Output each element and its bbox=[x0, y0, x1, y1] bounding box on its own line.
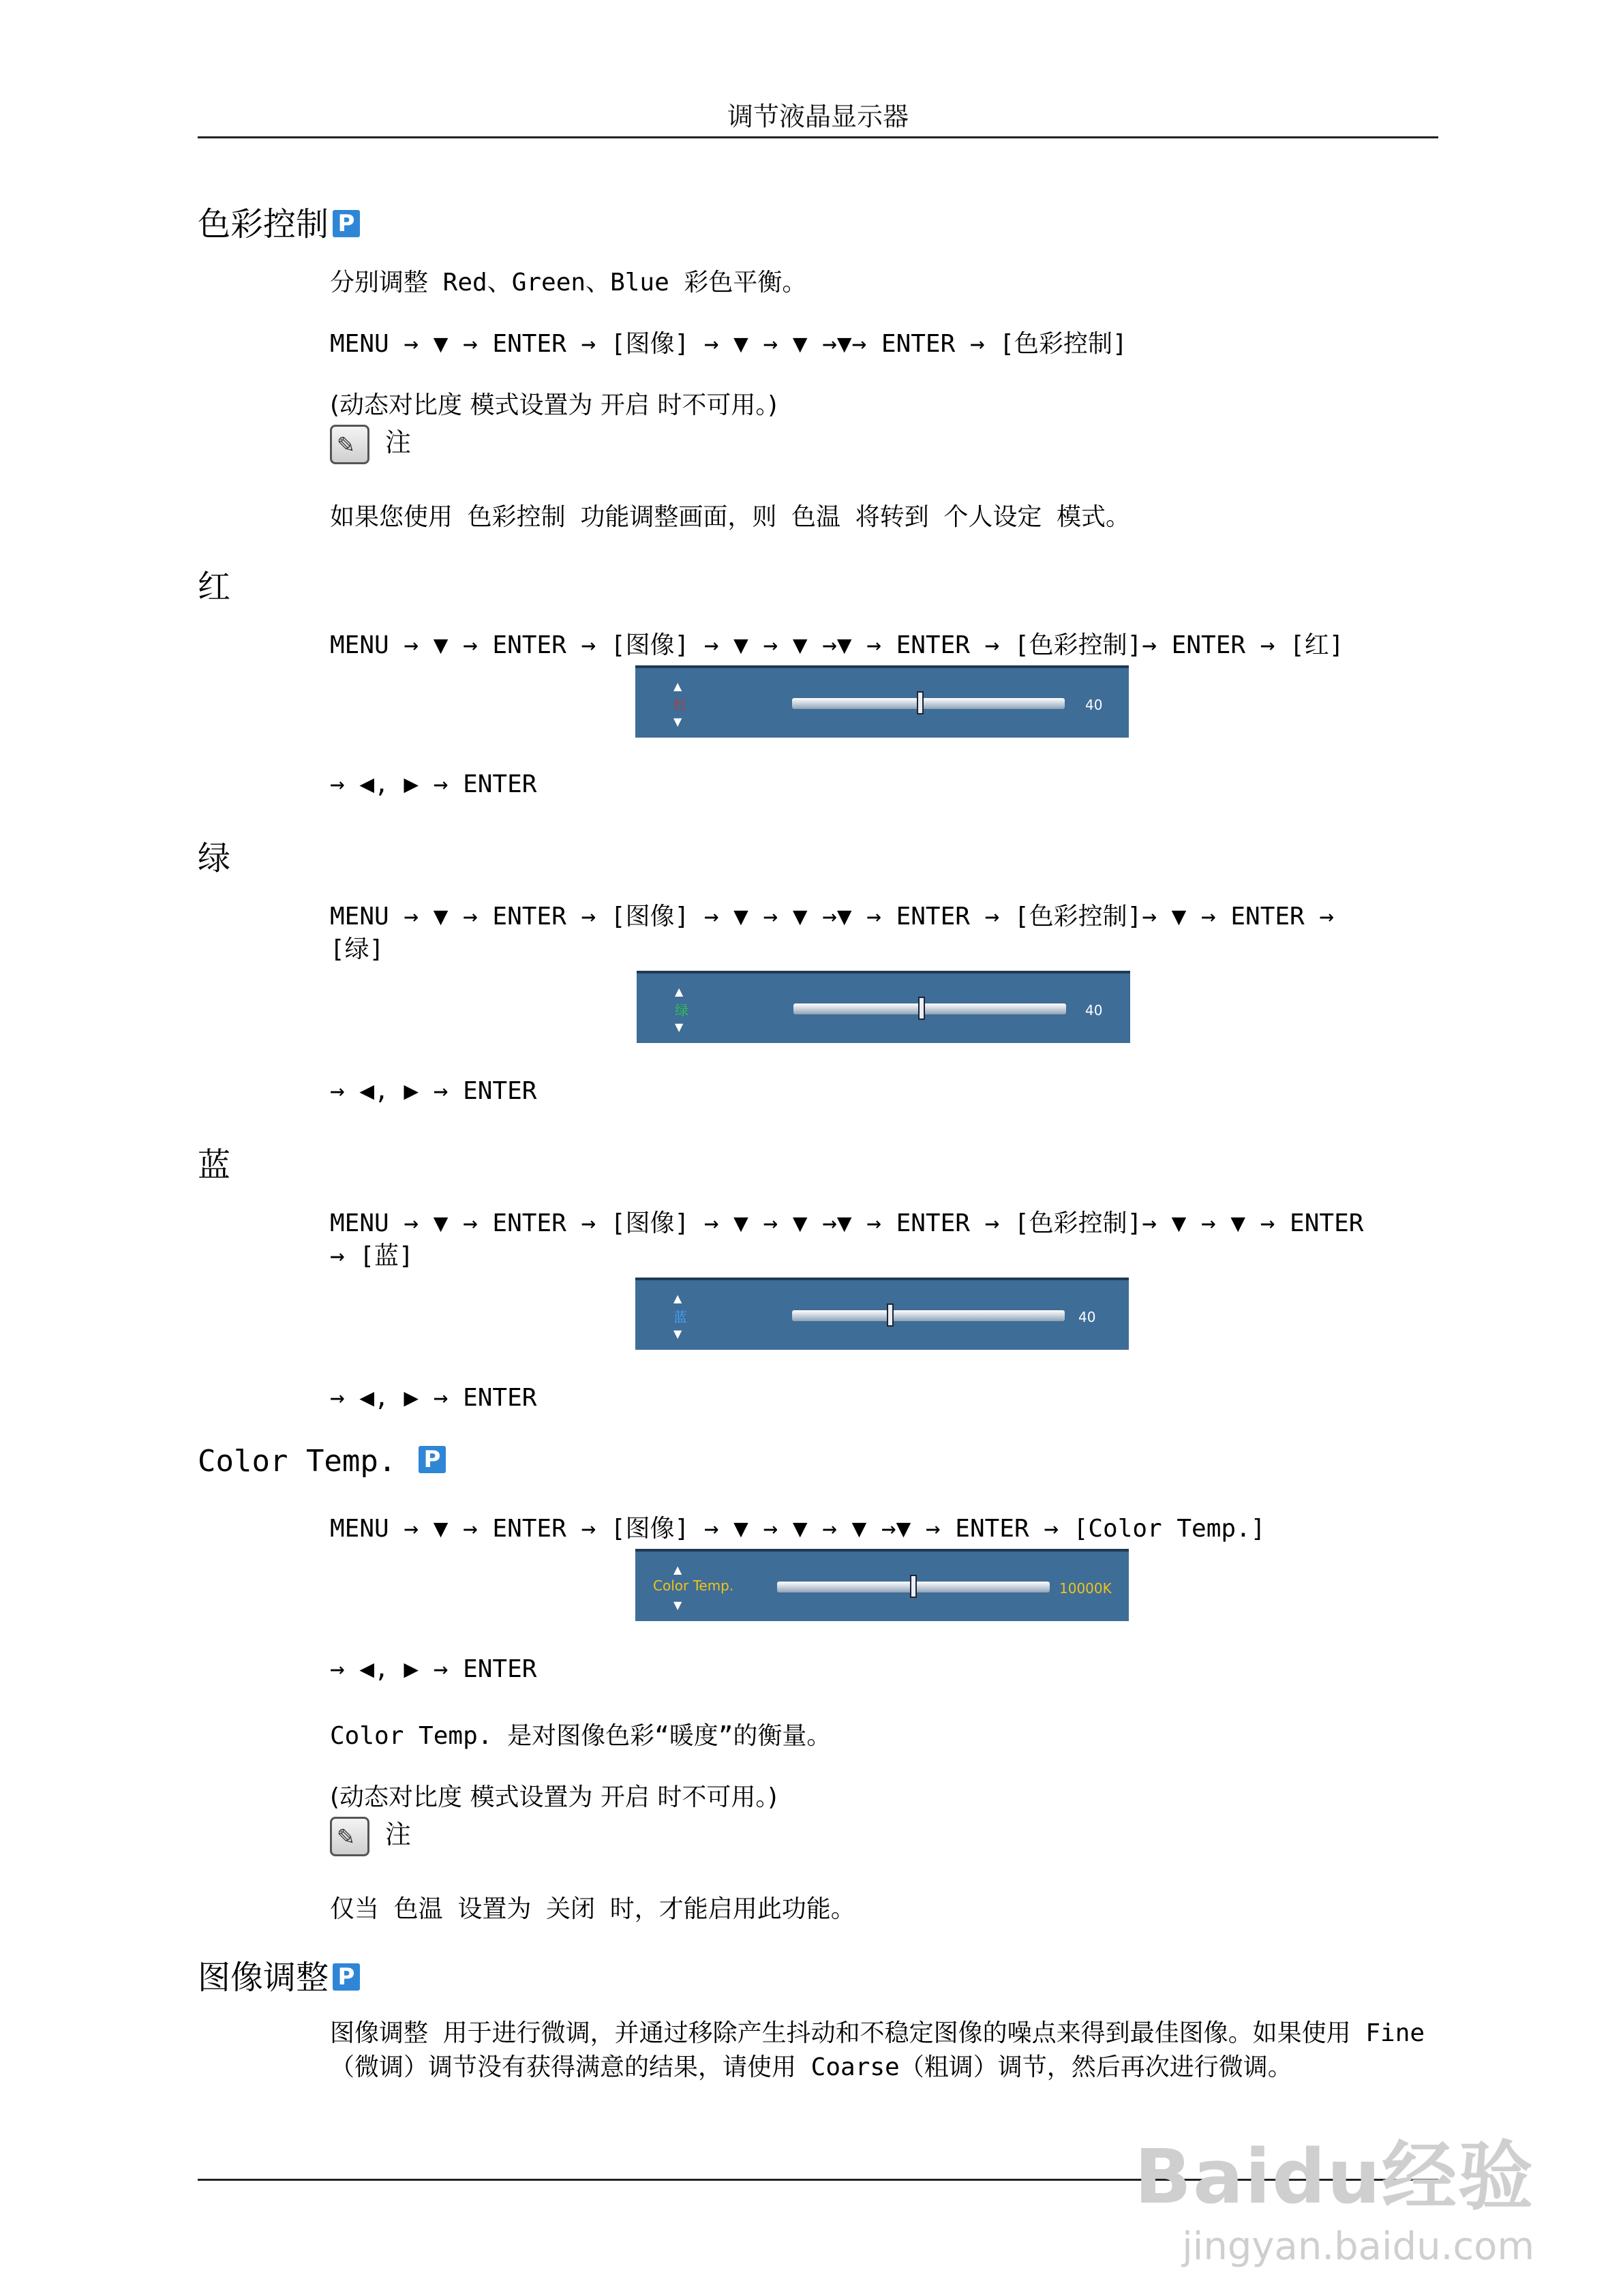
osd-label: 绿 bbox=[675, 1002, 688, 1018]
green-path-line2: [绿] bbox=[330, 935, 384, 963]
section-heading-image-adjust bbox=[198, 1951, 360, 1998]
up-down-arrows-icon: ▲ ▼ bbox=[673, 680, 682, 728]
image-adjust-desc: 图像调整 用于进行微调，并通过移除产生抖动和不稳定图像的噪点来得到最佳图像。如果使用 Fine（微调）调节没有获得满意的结果，请使用 Coarse（粗调）调节，然后再次进行微调。 bbox=[330, 2019, 1425, 2081]
note-row-1 bbox=[330, 421, 1438, 464]
watermark-url: jingyan.baidu.com bbox=[1182, 2224, 1534, 2269]
color-control-desc: 分别调整 Red、Green、Blue 彩色平衡。 bbox=[330, 269, 807, 297]
up-down-arrows-icon: ▲ ▼ bbox=[673, 1563, 682, 1612]
note-icon bbox=[330, 425, 369, 464]
note-icon bbox=[330, 1817, 369, 1856]
green-path-line1: MENU → ▼ → ENTER → [图像] → ▼ → ▼ →▼ → ENTER → [色彩控制]→ ▼ → ENTER → bbox=[330, 903, 1335, 931]
up-down-arrows-icon: ▲ ▼ bbox=[675, 985, 684, 1033]
osd-thumb[interactable] bbox=[887, 1303, 894, 1327]
section-heading-green: 绿 bbox=[198, 839, 231, 877]
color-control-path: MENU → ▼ → ENTER → [图像] → ▼ → ▼ →▼→ ENTER → [色彩控制] bbox=[330, 330, 1127, 358]
osd-color-temp-slider bbox=[635, 1549, 1129, 1621]
osd-value: 40 bbox=[1085, 697, 1103, 713]
red-path: MENU → ▼ → ENTER → [图像] → ▼ → ▼ →▼ → ENTER → [色彩控制]→ ENTER → [红] bbox=[330, 631, 1344, 659]
red-adjust: → ◀, ▶ → ENTER bbox=[330, 770, 537, 798]
up-down-arrows-icon: ▲ ▼ bbox=[673, 1292, 682, 1340]
note-row-2 bbox=[330, 1813, 1438, 1856]
osd-track bbox=[792, 698, 1065, 709]
osd-label: 红 bbox=[673, 697, 687, 713]
note-label: 注 bbox=[384, 427, 411, 457]
page-header: 调节液晶显示器 bbox=[727, 102, 909, 132]
osd-thumb[interactable] bbox=[910, 1575, 917, 1598]
watermark-brand: Baidu经验 bbox=[1134, 2133, 1534, 2220]
heading-text: 图像调整 bbox=[198, 1959, 329, 1997]
osd-green-slider bbox=[637, 971, 1130, 1043]
section-heading-red: 红 bbox=[198, 568, 231, 606]
note-label: 注 bbox=[384, 1819, 411, 1849]
heading-text: Color Temp. bbox=[198, 1444, 397, 1479]
color-temp-condition: (动态对比度 模式设置为 开启 时不可用。) bbox=[330, 1783, 778, 1811]
osd-red-slider bbox=[635, 665, 1129, 738]
osd-label: Color Temp. bbox=[653, 1577, 734, 1594]
osd-thumb[interactable] bbox=[918, 997, 925, 1020]
blue-path-line1: MENU → ▼ → ENTER → [图像] → ▼ → ▼ →▼ → ENTER → [色彩控制]→ ▼ → ▼ → ENTER bbox=[330, 1209, 1364, 1237]
blue-adjust: → ◀, ▶ → ENTER bbox=[330, 1384, 537, 1412]
p-badge-icon: P bbox=[333, 210, 360, 237]
osd-value: 40 bbox=[1078, 1309, 1096, 1325]
osd-blue-slider bbox=[635, 1278, 1129, 1350]
osd-value: 10000K bbox=[1059, 1580, 1112, 1597]
osd-thumb[interactable] bbox=[917, 691, 924, 714]
color-temp-desc: Color Temp. 是对图像色彩“暖度”的衡量。 bbox=[330, 1722, 832, 1750]
green-adjust: → ◀, ▶ → ENTER bbox=[330, 1077, 537, 1105]
color-temp-path: MENU → ▼ → ENTER → [图像] → ▼ → ▼ → ▼ →▼ → ENTER → [Color Temp.] bbox=[330, 1515, 1266, 1543]
blue-path-line2: → [蓝] bbox=[330, 1242, 414, 1270]
section-heading-color-temp bbox=[198, 1444, 446, 1479]
section-heading-color-control bbox=[198, 198, 360, 245]
p-badge-icon: P bbox=[333, 1963, 360, 1991]
color-temp-adjust: → ◀, ▶ → ENTER bbox=[330, 1655, 537, 1683]
osd-label: 蓝 bbox=[673, 1309, 687, 1325]
color-temp-note-text: 仅当 色温 设置为 关闭 时，才能启用此功能。 bbox=[330, 1895, 855, 1923]
color-control-condition: (动态对比度 模式设置为 开启 时不可用。) bbox=[330, 391, 778, 419]
section-heading-blue: 蓝 bbox=[198, 1146, 231, 1184]
osd-value: 40 bbox=[1085, 1002, 1103, 1018]
osd-track bbox=[792, 1310, 1065, 1321]
color-control-note-text: 如果您使用 色彩控制 功能调整画面，则 色温 将转到 个人设定 模式。 bbox=[330, 503, 1131, 531]
baidu-watermark bbox=[1134, 2117, 1534, 2269]
heading-text: 色彩控制 bbox=[198, 205, 329, 243]
p-badge-icon: P bbox=[419, 1446, 446, 1473]
osd-track bbox=[793, 1003, 1066, 1014]
header-rule bbox=[198, 136, 1438, 138]
